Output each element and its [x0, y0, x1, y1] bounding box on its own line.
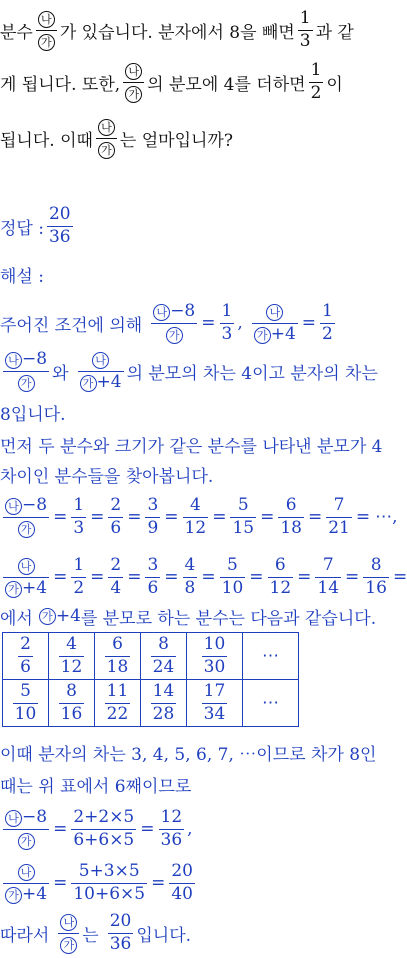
table-cell — [49, 633, 95, 680]
fraction: $\frac{7}{21}$ — [328, 494, 350, 538]
fraction: $\frac{\text{나 −8}}{\text{가}}$ — [3, 809, 49, 850]
explanation-line-8: 에서 가 +4 를 분모로 하는 분수는 다음과 같습니다. — [0, 606, 377, 629]
table-row — [3, 633, 299, 680]
symbol-fraction — [96, 118, 117, 159]
fraction: $\frac{2}{4}$ — [110, 554, 122, 598]
fraction: $\frac{8}{16}$ — [60, 680, 83, 724]
fraction: $\frac{2}{6}$ — [110, 494, 122, 538]
explanation-line-5: 차이인 분수들을 찾아봅니다. — [0, 466, 214, 487]
fraction: $\frac{\text{나 −8}}{\text{가}}$ — [151, 303, 197, 344]
fraction: $\frac{\text{나}}{\text{가 +4}}$ — [3, 863, 49, 904]
circled-na-symbol: 나 — [125, 63, 142, 80]
fraction: $\frac{\text{나 −8}}{\text{가}}$ — [3, 497, 49, 538]
fraction: $\frac{\text{나 −8}}{\text{가}}$ — [3, 351, 49, 392]
problem-text: 게 됩니다. 또한, — [0, 74, 121, 95]
problem-text: 의 분모에 4를 더하면 — [147, 74, 306, 95]
circled-ga-symbol: 가 — [125, 86, 142, 103]
explanation-line-10: 때는 위 표에서 6째이므로 — [0, 776, 192, 797]
fraction: $\frac{1}{3}$ — [73, 494, 85, 538]
symbol-fraction: $\frac{\text{나}}{\text{가}}$ — [58, 913, 79, 954]
circled-na-symbol: 나 — [38, 11, 55, 28]
fraction: $\frac{11}{22}$ — [106, 680, 129, 724]
fraction: $\frac{17}{34}$ — [203, 680, 226, 724]
fraction: $\frac{7}{14}$ — [317, 554, 340, 598]
fraction: $\frac{14}{28}$ — [152, 680, 175, 724]
explanation-line-2: $\frac{\text{나 −8}}{\text{가}}$ 와 $\frac{\text{나}}{\text{가 +4}}$ 의 분모의 차는 4이고 분자의 차는 — [0, 348, 400, 394]
table-cell — [141, 680, 187, 727]
fraction: $\frac{6}{18}$ — [280, 494, 302, 538]
table-cell — [187, 680, 243, 727]
symbol-fraction — [36, 10, 57, 51]
problem-line-2 — [0, 60, 400, 104]
explanation-line-9: 이때 분자의 차는 3, 4, 5, 6, 7, ⋯이므로 차가 8인 — [0, 744, 377, 765]
fraction: $\frac{10}{30}$ — [203, 633, 226, 677]
explanation-label: 해설 : — [0, 266, 44, 287]
table-cell — [141, 633, 187, 680]
fraction-sequence-2: $\frac{\text{나}}{\text{가 +4}}$ = $\frac{1}{2}$ = $\frac{2}{4}$ = $\frac{3}{6}$ = $\frac{4}{8}$ = $\frac{5}{10}$ = $\frac{6}{12}$ = $\frac{7}{14}$ = $\frac{8}{16}$ = — [0, 554, 400, 600]
fraction: $\frac{3}{6}$ — [147, 554, 159, 598]
fraction: $\frac{6}{12}$ — [269, 554, 292, 598]
problem-text: 분수 — [0, 22, 33, 43]
fraction: $\frac{8}{24}$ — [152, 633, 175, 677]
fraction: $\frac{\text{나}}{\text{가 +4}}$ — [252, 303, 298, 344]
fraction: $\frac{4}{12}$ — [60, 633, 83, 677]
fraction-table — [2, 632, 299, 727]
final-line: 따라서 $\frac{\text{나}}{\text{가}}$ 는 $\frac{20}{36}$ 입니다. — [0, 910, 192, 954]
fraction: $\frac{3}{9}$ — [147, 494, 159, 538]
fraction: $\frac{\text{나}}{\text{가 +4}}$ — [3, 557, 49, 598]
table-cell — [95, 680, 141, 727]
fraction: $\frac{\text{나}}{\text{가 +4}}$ — [78, 351, 124, 392]
answer-fraction: $\frac{20}{36}$ — [109, 910, 132, 954]
fraction: $\frac{5}{15}$ — [232, 494, 255, 538]
table-cell: ⋯ — [243, 680, 299, 727]
circled-ga-symbol: 가 — [98, 142, 115, 159]
problem-text: 가 있습니다. 분자에서 8을 빼면 — [59, 22, 295, 43]
problem-text: 됩니다. 이때 — [0, 130, 93, 151]
fraction: $\frac{5}{10}$ — [221, 554, 244, 598]
table-row — [3, 680, 299, 727]
fraction-sequence-1: $\frac{\text{나 −8}}{\text{가}}$ = $\frac{1}{3}$ = $\frac{2}{6}$ = $\frac{3}{9}$ = $\frac{4}{12}$ = $\frac{5}{15}$ = $\frac{6}{18}$ = $\frac{7}{21}$ = ⋯, — [0, 494, 400, 540]
table-cell — [3, 680, 49, 727]
table-cell — [3, 633, 49, 680]
circled-na-symbol: 나 — [98, 119, 115, 136]
fraction: $\frac{1}{2}$ — [73, 554, 85, 598]
fraction: $\frac{2}{6}$ — [20, 633, 31, 677]
problem-line-3 — [0, 116, 400, 160]
calc-line-1: $\frac{\text{나 −8}}{\text{가}}$ = $\frac{2+2\times 5}{6+6\times 5}$ = $\frac{12}{36}$ , — [0, 806, 400, 852]
circled-ga-symbol: 가 — [38, 34, 55, 51]
answer-line — [0, 204, 400, 248]
table-cell — [95, 633, 141, 680]
fraction: $\frac{6}{18}$ — [106, 633, 129, 677]
fraction: $\frac{8}{16}$ — [365, 554, 387, 598]
problem-text: 과 같 — [315, 22, 354, 43]
table-cell — [187, 633, 243, 680]
table-cell: ⋯ — [243, 633, 299, 680]
answer-fraction: $\frac{20}{36}$ — [48, 203, 71, 247]
fraction: $\frac{1}{3}$ — [299, 7, 311, 51]
table-cell — [49, 680, 95, 727]
explanation-line-4: 먼저 두 분수와 크기가 같은 분수를 나타낸 분모가 4 — [0, 436, 383, 457]
symbol-fraction — [123, 62, 144, 103]
fraction: $\frac{5}{10}$ — [14, 680, 37, 724]
fraction: $\frac{1}{2}$ — [310, 59, 322, 103]
problem-text: 이 — [326, 74, 343, 95]
fraction: $\frac{4}{12}$ — [184, 494, 207, 538]
problem-line-1 — [0, 8, 400, 52]
explanation-line-3: 8입니다. — [0, 404, 66, 425]
calc-line-2: $\frac{\text{나}}{\text{가 +4}}$ = $\frac{5+3\times 5}{10+6\times 5}$ = $\frac{20}{40}$ — [0, 860, 400, 906]
problem-text: 는 얼마입니까? — [119, 130, 233, 151]
answer-label: 정답 : — [0, 218, 44, 239]
explanation-line-1: 주어진 조건에 의해 $\frac{\text{나 −8}}{\text{가}}$ = $\frac{1}{3}$ , $\frac{\text{나}}{\text{가 +4}}$ = $\frac{1}{2}$ — [0, 300, 333, 344]
fraction: $\frac{4}{8}$ — [184, 554, 196, 598]
